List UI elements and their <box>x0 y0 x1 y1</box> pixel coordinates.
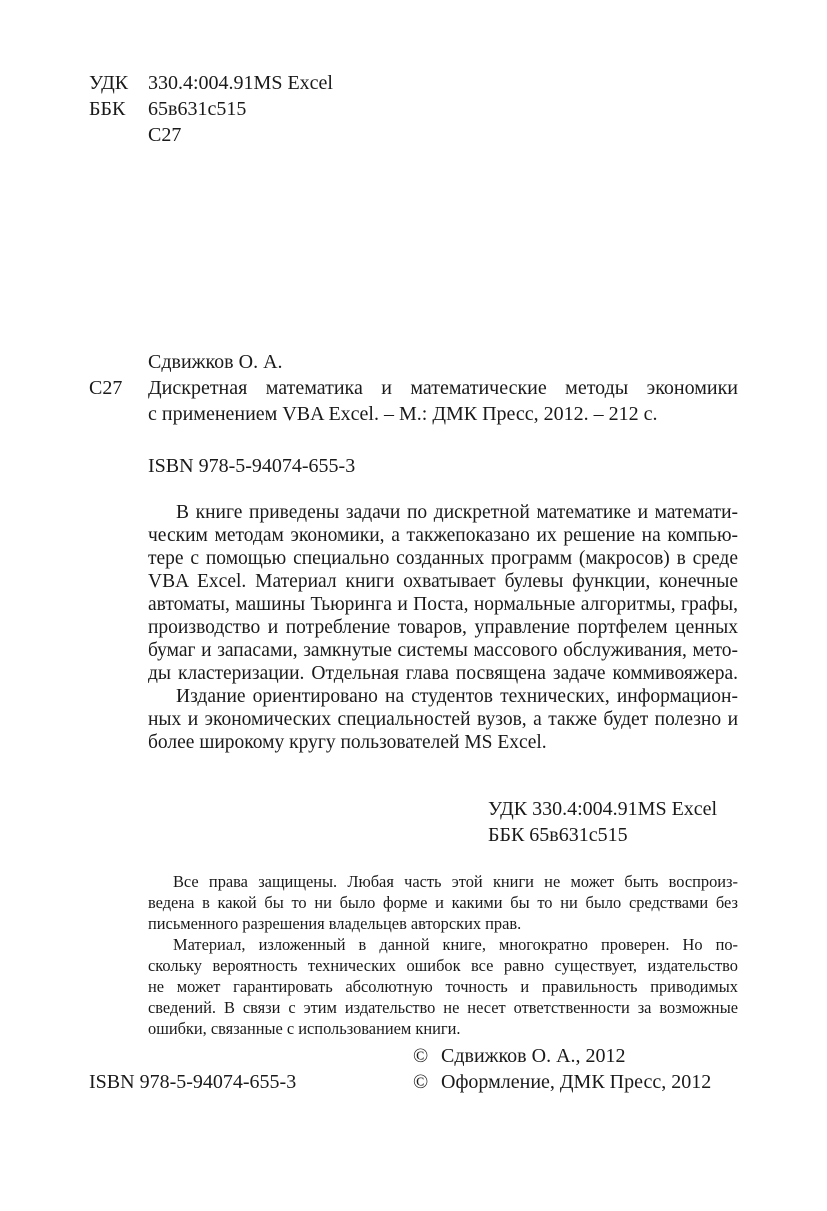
annotation-line: Издание ориентировано на студентов технических, информацион- <box>176 686 738 707</box>
udk-label: УДК <box>89 72 129 94</box>
annotation-line: В книге приведены задачи по дискретной математике и математи- <box>176 502 738 523</box>
copyright-symbol-icon: © <box>413 1045 429 1067</box>
book-author: Сдвижков О. А. <box>148 351 283 373</box>
classification-udk: УДК 330.4:004.91MS Excel <box>488 798 718 820</box>
rights-line: скольку вероятность технических ошибок все равно существует, издательство <box>148 956 738 975</box>
rights-line: ошибки, связанные с использованием книги. <box>148 1019 461 1038</box>
annotation-line: производство и потребление товаров, управление портфелем ценных <box>148 617 738 638</box>
annotation-line: ных и экономических специальностей вузов, а также будет полезно и <box>148 709 738 730</box>
annotation-line: автоматы, машины Тьюринга и Поста, нормальные алгоритмы, графы, <box>148 594 738 615</box>
annotation-line: ды кластеризации. Отдельная глава посвящена задаче коммивояжера. <box>148 663 738 684</box>
author-mark: С27 <box>148 124 182 146</box>
annotation-line: тере с помощью специально созданных программ (макросов) в среде <box>148 548 738 569</box>
udk-value: 330.4:004.91MS Excel <box>148 72 333 94</box>
rights-line: письменного разрешения владельцев авторских прав. <box>148 914 522 933</box>
rights-line: сведений. В связи с этим издательство не несет ответственности за возможные <box>148 998 738 1017</box>
book-title-line-1: Дискретная математика и математические методы экономики <box>148 377 738 399</box>
annotation-line: VBA Excel. Материал книги охватывает булевы функции, конечные <box>148 571 738 592</box>
copyright-design: Оформление, ДМК Пресс, 2012 <box>441 1071 712 1093</box>
rights-line: Материал, изложенный в данной книге, многократно проверен. Но по- <box>173 935 738 954</box>
book-title-line-2: с применением VBA Excel. – М.: ДМК Пресс, 2012. – 212 с. <box>148 403 658 425</box>
annotation-line: бумаг и запасами, замкнутые системы массового обслуживания, мето- <box>148 640 738 661</box>
rights-line: ведена в какой бы то ни было форме и какими бы то ни было средствами без <box>148 893 738 912</box>
classification-bbk: ББК 65в631с515 <box>488 824 628 846</box>
copyright-author: Сдвижков О. А., 2012 <box>441 1045 626 1067</box>
rights-line: Все права защищены. Любая часть этой книги не может быть воспроиз- <box>173 872 738 891</box>
rights-notice <box>148 871 738 1039</box>
footer-isbn: ISBN 978-5-94074-655-3 <box>89 1071 297 1093</box>
annotation-line: более широкому кругу пользователей MS Excel. <box>148 732 547 753</box>
annotation-line: ческим методам экономики, а такжепоказано их решение на компью- <box>148 525 738 546</box>
bbk-value: 65в631с515 <box>148 98 247 120</box>
bibliography-isbn: ISBN 978-5-94074-655-3 <box>148 455 356 477</box>
bbk-label: ББК <box>89 98 126 120</box>
annotation <box>148 501 738 754</box>
bibliography-mark: С27 <box>89 377 123 399</box>
copyright-symbol-icon: © <box>413 1071 429 1093</box>
rights-line: не может гарантировать абсолютную точность и правильность приводимых <box>148 977 738 996</box>
